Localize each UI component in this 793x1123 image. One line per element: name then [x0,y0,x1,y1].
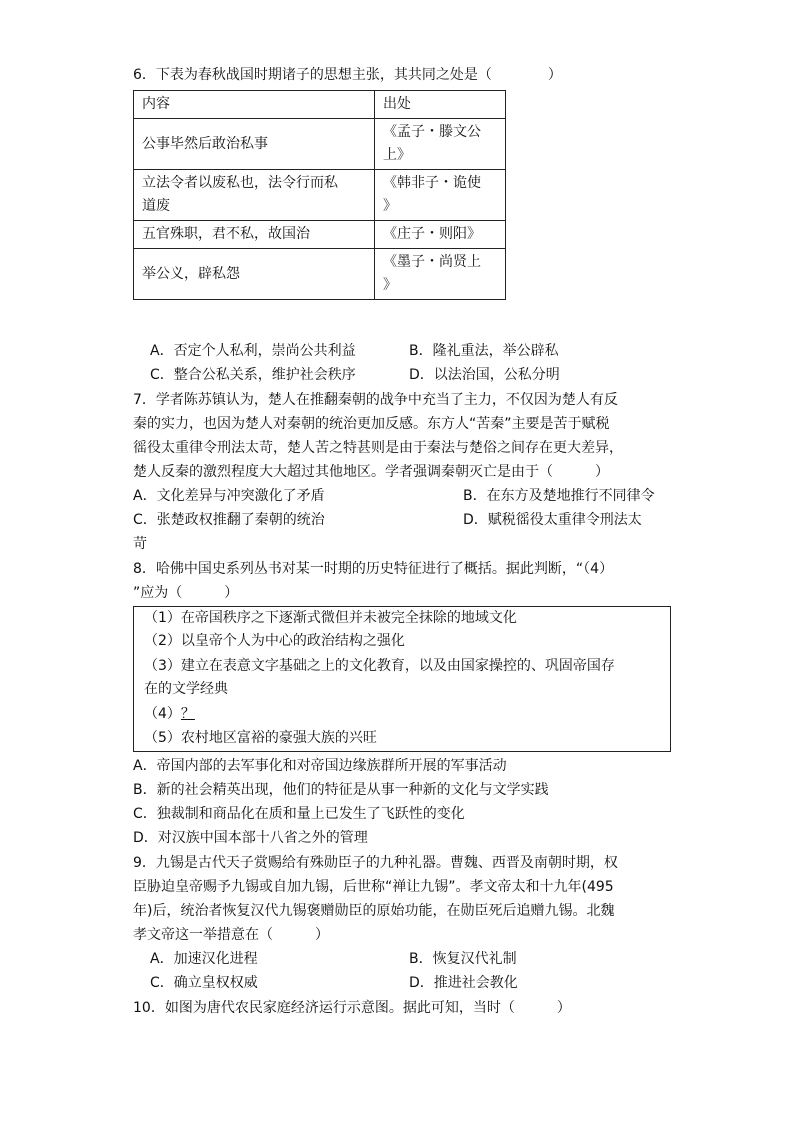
q8-material-box [133,606,671,752]
q8-option-c: C．独裁制和商品化在质和量上已发生了飞跃性的变化 [133,806,465,822]
q8-option-b: B．新的社会精英出现，他们的特征是从事一种新的文化与文学实践 [133,782,549,798]
q8-item-4-mark: ？ [180,706,195,722]
q8-item-3-cont: 在的文学经典 [144,681,228,697]
source-line: 《韩非子・诡使 [383,175,481,191]
q7-option-c: C．张楚政权推翻了秦朝的统治 [133,512,325,528]
table-header-row [134,91,506,119]
q8-option-a: A．帝国内部的去军事化和对帝国边缘族群所开展的军事活动 [133,758,507,774]
q9-option-d: D．推进社会教化 [409,975,518,991]
source-line: 上》 [383,147,411,163]
q6-option-a: A．否定个人私利，崇尚公共利益 [150,343,356,359]
table-cell-source [375,170,506,221]
table-cell-source [375,119,506,170]
q6-option-c: C．整合公私关系，维护社会秩序 [150,367,356,383]
q8-item-2: （2）以皇帝个人为中心的政治结构之强化 [144,633,405,649]
q8-item-4 [144,705,195,723]
q7-option-d-cont: 苛 [133,536,147,552]
q7-line: 徭役太重律令刑法太苛，楚人苦之特甚则是由于秦法与楚俗之间存在更大差异， [133,440,623,456]
source-line: 》 [383,277,397,293]
table-header-content: 内容 [134,91,375,119]
table-cell-content: 举公义，辟私怨 [134,249,375,300]
table-row [134,119,506,170]
q7-option-a: A．文化差异与冲突激化了矛盾 [133,488,325,504]
q7-line: 秦的实力，也因为楚人对秦朝的统治更加反感。东方人“苦秦”主要是苦于赋税 [133,416,610,432]
source-line: 《墨子・尚贤上 [383,254,481,270]
q8-item-4-label: （4） [144,706,181,722]
source-line: 《孟子・滕文公 [383,124,481,140]
q7-option-b: B．在东方及楚地推行不同律令 [463,488,655,504]
q9-option-c: C．确立皇权权威 [150,975,258,991]
q8-item-5: （5）农村地区富裕的豪强大族的兴旺 [144,730,377,746]
q9-line: 9．九锡是古代天子赏赐给有殊勋臣子的九种礼器。曹魏、西晋及南朝时期，权 [133,855,618,871]
q7-line: 楚人反秦的激烈程度大大超过其他地区。学者强调秦朝灭亡是由于（ ） [133,464,609,480]
table-header-source: 出处 [375,91,506,119]
source-line: 》 [383,198,397,214]
q8-item-3: （3）建立在表意文字基础之上的文化教育，以及由国家操控的、巩固帝国存 [144,658,615,674]
q8-stem-cont: ”应为（ ） [133,585,239,601]
q6-option-d: D．以法治国，公私分明 [409,367,560,383]
table-row [134,249,506,300]
q8-stem: 8．哈佛中国史系列丛书对某一时期的历史特征进行了概括。据此判断，“（4） [133,561,614,577]
table-cell-content: 公事毕然后敢治私事 [134,119,375,170]
q6-option-b: B．隆礼重法，举公辟私 [409,343,559,359]
q7-option-d: D．赋税徭役太重律令刑法太 [463,512,642,528]
table-cell-source [375,249,506,300]
q8-option-d: D．对汉族中国本部十八省之外的管理 [133,830,368,846]
content-line: 立法令者以废私也，法令行而私 [142,175,338,191]
table-cell-content [134,170,375,221]
table-cell-content: 五官殊职，君不私，故国治 [134,221,375,249]
q10-stem: 10．如图为唐代农民家庭经济运行示意图。据此可知，当时（ ） [133,1000,571,1016]
q9-option-b: B．恢复汉代礼制 [409,951,517,967]
q9-line: 年)后，统治者恢复汉代九锡褒赠勋臣的原始功能，在勋臣死后追赠九锡。北魏 [133,903,615,919]
q9-option-a: A．加速汉化进程 [150,951,258,967]
q9-line: 孝文帝这一举措意在（ ） [133,927,329,943]
q9-line: 臣胁迫皇帝赐予九锡或自加九锡，后世称“禅让九锡”。孝文帝太和十九年(495 [133,879,614,895]
q8-item-1: （1）在帝国秩序之下逐渐式微但并未被完全抹除的地域文化 [144,610,517,626]
table-cell-source: 《庄子・则阳》 [375,221,506,249]
table-row [134,170,506,221]
q7-line: 7．学者陈苏镇认为，楚人在推翻秦朝的战争中充当了主力，不仅因为楚人有反 [133,392,618,408]
q6-table [133,90,506,300]
content-line: 道废 [142,198,170,214]
table-row [134,221,506,249]
q6-stem: 6．下表为春秋战国时期诸子的思想主张，其共同之处是（ ） [133,67,562,83]
